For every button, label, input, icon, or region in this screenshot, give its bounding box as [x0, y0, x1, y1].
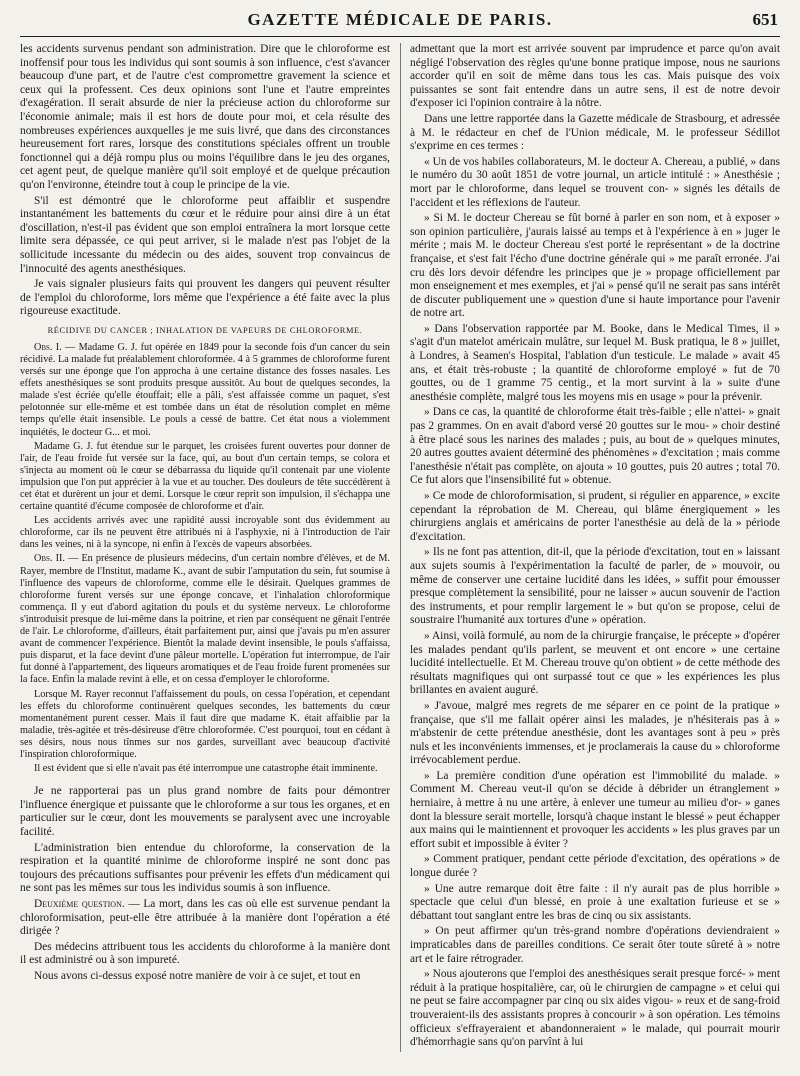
question-2: [20, 898, 390, 939]
quote-paragraph: » La première condition d'une opération est l'immobilité du malade. » Comment M. Chereau veut-il qu'on se décide à débrider un étranglement » herniaire, à mettre à nu une artère, à enlever une tumeur au milieu d'or- » ganes dont la blessure serait mortelle, lorsqu'à chaque instant le blessé » peut échapper aux mains qui le maintiennent et provoquer les accidents » les plus graves par un effort subit et impossible à éviter ?: [410, 769, 780, 850]
obs-label: Obs. II.: [34, 553, 65, 565]
paragraph: Je ne rapporterai pas un plus grand nombre de faits pour démontrer l'influence énergique et puissante que le chloroforme a sur tous les organes, et en particulier sur le cœur, dont les mouvements se paralysent avec une incroyable facilité.: [20, 785, 390, 838]
paragraph: Il est évident que si elle n'avait pas été interrompue une catastrophe était imminente.: [34, 763, 378, 775]
paragraph: S'il est démontré que le chloroforme peut affaiblir et suspendre instantanément les battements du cœur et le réduire pour ainsi dire à un état d'oscillation, n'est-il pas évident que son emploi entraînera la mort lorsque cette limite sera dépassée, ce qui peut arriver, si le malade n'est pas l'objet de la sollicitude incessante du médecin ou des aides, souvent trop convaincus de l'innocuité des agents anesthésiques.: [20, 194, 390, 275]
question-text: — La mort, dans les cas où elle est survenue pendant la chloroformisation, peut-elle être attribuée à la manière dont l'opération a été dirigée ?: [20, 897, 390, 938]
obs-label: Obs. I.: [34, 341, 62, 353]
question-label: Deuxième question.: [34, 897, 125, 910]
quote-paragraph: » Ils ne font pas attention, dit-il, que la période d'excitation, tout en » laissant aux sujets soumis à l'expérimentation la faculté de parler, de » mouvoir, ou même de conserver une certaine lucidité dans les idées, » suffit pour émousser presque complètement la sensibilité, pour ne laisser » aucun souvenir de l'action des instruments, et pour remplir largement le » but qu'on se propose, celui de soustraire l'humanité aux tortures d'une » opération.: [410, 546, 780, 627]
paragraph: Madame G. J. fut étendue sur le parquet, les croisées furent ouvertes pour donner de l'air, de l'eau froide fut versée sur la face, qui, au bout d'un certain temps, se colora et s'injecta au moment où le cœur se débarrassa du liquide qu'il contenait par une violente impulsion que l'on put apprécier à la vue et au toucher. Des douleurs de tête succédèrent à cet état et durèrent un jour et demi. Lorsque le cœur reprit son impulsion, il s'échappa une certaine quantité d'écume composée de chloroforme et d'air.: [20, 440, 390, 513]
paragraph: admettant que la mort est arrivée souvent par imprudence et parce qu'on avait négligé l'observation des règles qu'une bonne pratique impose, nous ne saurions accorder qu'il en soit de même dans tous les cas. Mais puisque des voix puissantes se sont fait entendre dans un autre sens, il est de notre devoir d'exposer ici l'opinion contraire à la nôtre.: [410, 43, 780, 110]
quote-paragraph: » Dans l'observation rapportée par M. Booke, dans le Medical Times, il » s'agit d'un matelot américain mulâtre, sur lequel M. Busk pratiqua, le 8 » juillet, à Londres, à Seamen's Hospital, l'ablation d'un testicule. Le malade » avait 45 ans, et était très-robuste ; la quantité de chloroforme employé » fut de 70 gouttes, ou de 1 gramme 75 centig., et la mort survint à la » suite d'une anesthésie complète, malgré tous les moyens mis en usage » pour la prévenir.: [410, 322, 780, 403]
quote-paragraph: » Une autre remarque doit être faite : il n'y aurait pas de plus horrible » spectacle que celui d'un blessé, en proie à une exaltation furieuse et se » débattant tout sanglant entre les bras de cinq ou six assistants.: [410, 882, 780, 922]
journal-title: GAZETTE MÉDICALE DE PARIS.: [247, 10, 553, 29]
obs-text: — Madame G. J. fut opérée en 1849 pour la seconde fois d'un cancer du sein récidivé. La malade fut préalablement chloroformée. 4 à 5 grammes de chloroforme furent versés sur une éponge que l'on approcha à une certaine distance des fosses nasales. Les effets anesthésiques se sont produits presque aussitôt. Au bout de quelques secondes, la malade s'est écriée qu'elle étouffait; elle a pâli, s'est affaissée comme un paquet, s'est pelotonnée sur elle-même et est tombée dans un état de résolution complet en même temps qu'elle était insensible. Le pouls a cessé de battre. Cet état nous a violemment inquiétés, le docteur G... et moi.: [20, 341, 390, 438]
quote-paragraph: » Ainsi, voilà formulé, au nom de la chirurgie française, le précepte » d'opérer les malades pendant qu'ils parlent, se meuvent et ont encore » une certaine lucidité intellectuelle. Et M. Chereau trouve qu'on obtient » de cette méthode des résultats magnifiques qui ont surpassé tout ce que » les expériences les plus brillantes en avaient auguré.: [410, 629, 780, 697]
quote-paragraph: » On peut affirmer qu'un très-grand nombre d'opérations deviendraient » impraticables dans de pareilles conditions. Ce serait ôter toute sûreté à » notre art et le faire rétrograder.: [410, 925, 780, 965]
paragraph: Les accidents arrivés avec une rapidité aussi incroyable sont dus évidemment au chloroforme, car ils ne peuvent être attribués ni à l'asphyxie, ni à l'introduction de l'air dans les veines, ni à la syncope, ni enfin à l'excès de vapeurs absorbées.: [20, 515, 390, 551]
page-header: [20, 6, 780, 37]
obs-text: — En présence de plusieurs médecins, d'un certain nombre d'élèves, et de M. Rayer, membre de l'Institut, madame K., avant de subir l'amputation du sein, fut soumise à l'influence des vapeurs de chloroforme, comme elle le désirait. Quelques grammes de chloroforme furent versés sur une éponge concave, et l'inhalation chloroformique commença. Il y eut d'abord agitation du pouls et du système nerveux. Le chloroforme s'introduisit presque de lui-même dans la poitrine, et rien par conséquent ne gênait l'entrée de l'air. Le chloroforme, d'ailleurs, était parfaitement pur, ainsi que j'avais pu m'en assurer avant de commencer l'expérience. Bientôt la malade devint insensible, le pouls s'affaissa, puis disparut, et la face devint d'une pâleur mortelle. L'opération fut interrompue, de l'air fut donné à l'appartement, des liqueurs aromatiques et de l'eau froide furent promenées sur la face. Enfin la malade revint à elle, et on cessa d'employer le chloroforme.: [20, 553, 390, 686]
quote-paragraph: « Un de vos habiles collaborateurs, M. le docteur A. Chereau, a publié, » dans le numéro du 30 août 1851 de votre journal, un article intitulé : » Anesthésie ; mort par le chloroforme, dans lequel se trouvent con- » signés les détails de l'accident et les réflexions de l'auteur.: [410, 155, 780, 209]
paragraph: L'administration bien entendue du chloroforme, la conservation de la respiration et la quantité minime de chloroforme inspiré ne sont donc pas toujours des précautions suffisantes pour prévenir les effets d'un médicament qui ne sont pas les mêmes sur tous les individus soumis à son influence.: [20, 841, 390, 895]
paragraph: Je vais signaler plusieurs faits qui prouvent les dangers qui peuvent résulter de l'emploi du chloroforme, lors même que l'expérience a été faite avec la plus rigoureuse exactitude.: [20, 278, 390, 318]
columns: [20, 43, 780, 1052]
quote-paragraph: » Nous ajouterons que l'emploi des anesthésiques serait presque forcé- » ment réduit à la pratique hospitalière, car, où le chirurgien de campagne » et celui qui ne peut se faire accompagner par cinq ou six aides vigou- » reux et de sang-froid trouveraient-ils des assistants propres à concourir » à son opération. Les témoins officieux s'effrayeraient et abandonneraient » le malade, qui pourrait mourir d'hémorrhagie sans qu'on parvînt à lui: [410, 968, 780, 1049]
quote-paragraph: » Comment pratiquer, pendant cette période d'excitation, des opérations » de longue durée ?: [410, 853, 780, 880]
paragraph: Dans une lettre rapportée dans la Gazette médicale de Strasbourg, et adressée à M. le rédacteur en chef de l'Union médicale, M. le professeur Sédillot s'exprime en ces termes :: [410, 112, 780, 153]
paragraph: Nous avons ci-dessus exposé notre manière de voir à ce sujet, et tout en: [34, 969, 361, 982]
quote-paragraph: » Si M. le docteur Chereau se fût borné à parler en son nom, et à exposer » son opinion particulière, j'aurais laissé au temps et à l'expérience à en » juger le mérite ; mais M. le docteur Chereau s'est porté le représentant » de la doctrine française, et s'est fait l'écho d'une doctrine générale qui » me paraît erronée. J'ai cru dès lors devoir défendre les principes que je » propage officiellement par mon enseignement et mes exemples, et j'ai » pensé qu'il ne serait pas sans intérêt de discuter publiquement une » question d'une si haute importance pour l'avenir de notre art.: [410, 212, 780, 320]
page-number: 651: [752, 10, 778, 29]
left-column: [20, 43, 390, 1052]
right-column: [400, 43, 780, 1052]
quote-paragraph: » Dans ce cas, la quantité de chloroforme était très-faible ; elle n'attei- » gnait pas 2 grammes. On en avait d'abord versé 20 gouttes sur le mou- » choir destiné à être placé sous les narines des malades ; puis, au bout de » quelques minutes, 20 autres gouttes avaient déterminé des phénomènes » d'excitation ; mais comme l'anesthésie n'était pas complète, on ajouta » 10 gouttes, puis 20 autres ; total 70. Ce fut alors que l'insensibilité fut » obtenue.: [410, 406, 780, 487]
quote-paragraph: » J'avoue, malgré mes regrets de me séparer en ce point de la pratique » française, que s'il me fallait opérer ainsi les malades, je n'hésiterais pas à » m'abstenir de cette prétendue anesthésie, dont les avantages sont à peu » près nuls et les inconvénients immenses, et je proclamerais la cause du » chloroforme irrévocablement perdue.: [410, 699, 780, 767]
paragraph: les accidents survenus pendant son administration. Dire que le chloroforme est inoffensif pour tous les individus qui sont soumis à son influence, c'est s'avancer beaucoup d'une part, et de l'autre c'est compromettre gravement la science et ceux qui la professent. Ces deux opinions sont l'une et l'autre empreintes d'exagération. Il serait absurde de nier la précieuse action du chloroforme sur l'économie animale; mais il est hors de doute pour moi, et cela résulte des nombreuses expériences auxquelles je me suis livré, que dans des circonstances heureusement fort rares, lorsque des constitutions spéciales offrent un trouble fonctionnel qui a déjà rompu plus ou moins l'équilibre dans le jeu des organes, cet agent peut, de quelque manière qu'il soit employé et de quelque précaution qu'on l'environne, éteindre tout à coup le principe de la vie.: [20, 43, 390, 191]
observation-2: [20, 553, 390, 686]
section-heading: RÉCIDIVE DU CANCER ; INHALATION DE VAPEURS DE CHLOROFORME.: [47, 325, 363, 335]
paragraph: Des médecins attribuent tous les accidents du chloroforme à la manière dont il est administré ou à son impureté.: [20, 940, 390, 967]
quote-paragraph: » Ce mode de chloroformisation, si prudent, si régulier en apparence, » excite cependant la réprobation de M. Chereau, qui blâme énergiquement » les chirurgiens anglais et américains de porter l'anesthésie au delà de la » période d'excitation.: [410, 490, 780, 543]
paragraph: Lorsque M. Rayer reconnut l'affaissement du pouls, on cessa l'opération, et cependant les effets du chloroforme continuèrent quelques secondes, les battements du cœur momentanément purent cesser. Mais il faut dire que madame K. était affaiblie par la maladie, très-agitée et très-désireuse d'être chloroformée. C'est pourquoi, tout en cédant à ses désirs, nous nous tînmes sur nos gardes, surveillant avec beaucoup d'activité l'inspiration chloroformique.: [20, 688, 390, 760]
observation-1: [20, 342, 390, 439]
